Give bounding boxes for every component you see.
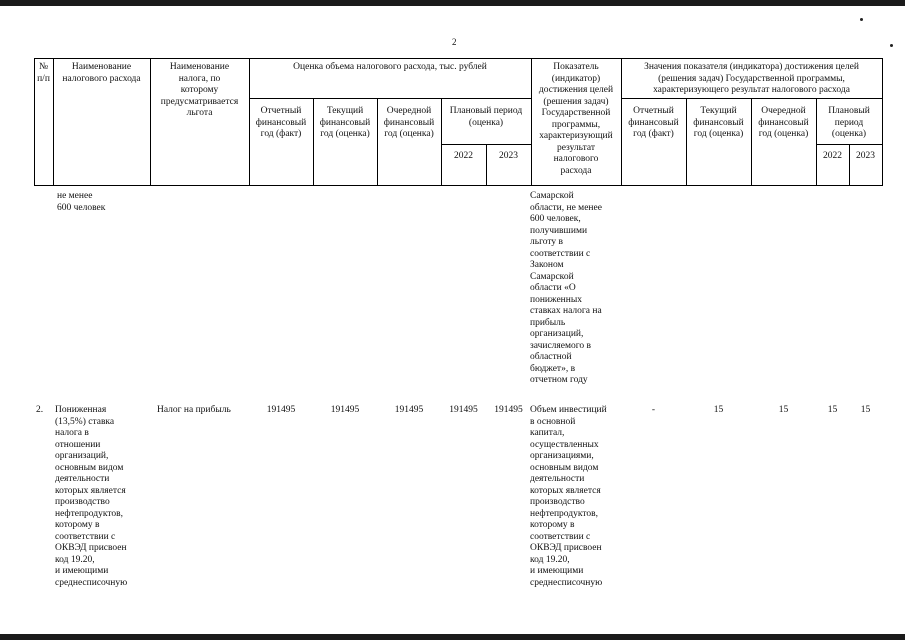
row-value-current: 15 [713, 405, 724, 415]
header-value-2023: 2023 [856, 151, 875, 161]
header-bottom-border [34, 185, 882, 186]
row-estimate-2022: 191495 [449, 405, 478, 415]
header-divider [249, 98, 531, 99]
header-value-current: Текущий финансовый год (оценка) [693, 106, 744, 139]
header-estimate-2022: 2022 [454, 151, 473, 161]
scan-bottom-border [0, 634, 905, 640]
row-estimate-reporting: 191495 [266, 405, 296, 415]
header-estimate-current: Текущий финансовый год (оценка) [319, 106, 371, 139]
scan-speck [890, 44, 893, 47]
header-value-next: Очередной финансовый год (оценка) [758, 106, 809, 139]
header-indicator: Показатель (индикатор) достижения целей (решения задач) Государственной программы, характеризующий результат налогового расхода [538, 62, 614, 176]
row-value-next: 15 [778, 405, 789, 415]
page-number: 2 [452, 37, 457, 47]
row-tax-name: Налог на прибыль [157, 405, 231, 415]
column-divider [882, 58, 883, 186]
table-border-top [34, 58, 882, 59]
continued-indicator: Самарской области, не менее 600 человек, получившими льготу в соответствии с Законом Самарской области «О пониженных ставках налога на прибыль организаций, зачисляемого в областной бюджет», в отчетном году [530, 191, 602, 385]
header-estimate-planned: Плановый период (оценка) [449, 106, 523, 128]
row-value-2022: 15 [827, 405, 838, 415]
scan-speck [860, 18, 863, 21]
header-values-group: Значения показателя (индикатора) достижения целей (решения задач) Государственной программы, характеризующего результат налогового расхода [644, 62, 859, 95]
row-estimate-current: 191495 [330, 405, 360, 415]
continued-expense-name: не менее 600 человек [57, 191, 106, 213]
row-value-reporting: - [651, 405, 656, 415]
row-estimate-next: 191495 [394, 405, 424, 415]
row-indicator: Объем инвестиций в основной капитал, осуществленных организациями, основным видом деятельности которых является производство нефтепродуктов, которому в соответствии с ОКВЭД присвоен код 19.20, и имеющими среднесписочную [530, 405, 607, 588]
row-value-2023: 15 [860, 405, 871, 415]
scan-top-border [0, 0, 905, 6]
row-estimate-2023: 191495 [494, 405, 523, 415]
header-expense-name: Наименование налогового расхода [62, 62, 141, 84]
header-tax-name: Наименование налога, по которому предусматривается льгота [160, 62, 239, 118]
header-estimate-next: Очередной финансовый год (оценка) [383, 106, 435, 139]
header-estimate-2023: 2023 [499, 151, 518, 161]
header-value-2022: 2022 [823, 151, 842, 161]
header-estimate-reporting: Отчетный финансовый год (факт) [255, 106, 307, 139]
header-number: № п/п [37, 62, 50, 84]
header-value-reporting: Отчетный финансовый год (факт) [628, 106, 679, 139]
header-value-planned: Плановый период (оценка) [828, 106, 870, 139]
row-expense-name: Пониженная (13,5%) ставка налога в отношении организаций, основным видом деятельности которых является производство нефтепродуктов, которому в соответствии с ОКВЭД присвоен код 19.20, и имеющими среднесписочную [55, 405, 128, 588]
header-estimate-group: Оценка объема налогового расхода, тыс. рублей [293, 62, 487, 72]
row-number: 2. [36, 405, 44, 415]
